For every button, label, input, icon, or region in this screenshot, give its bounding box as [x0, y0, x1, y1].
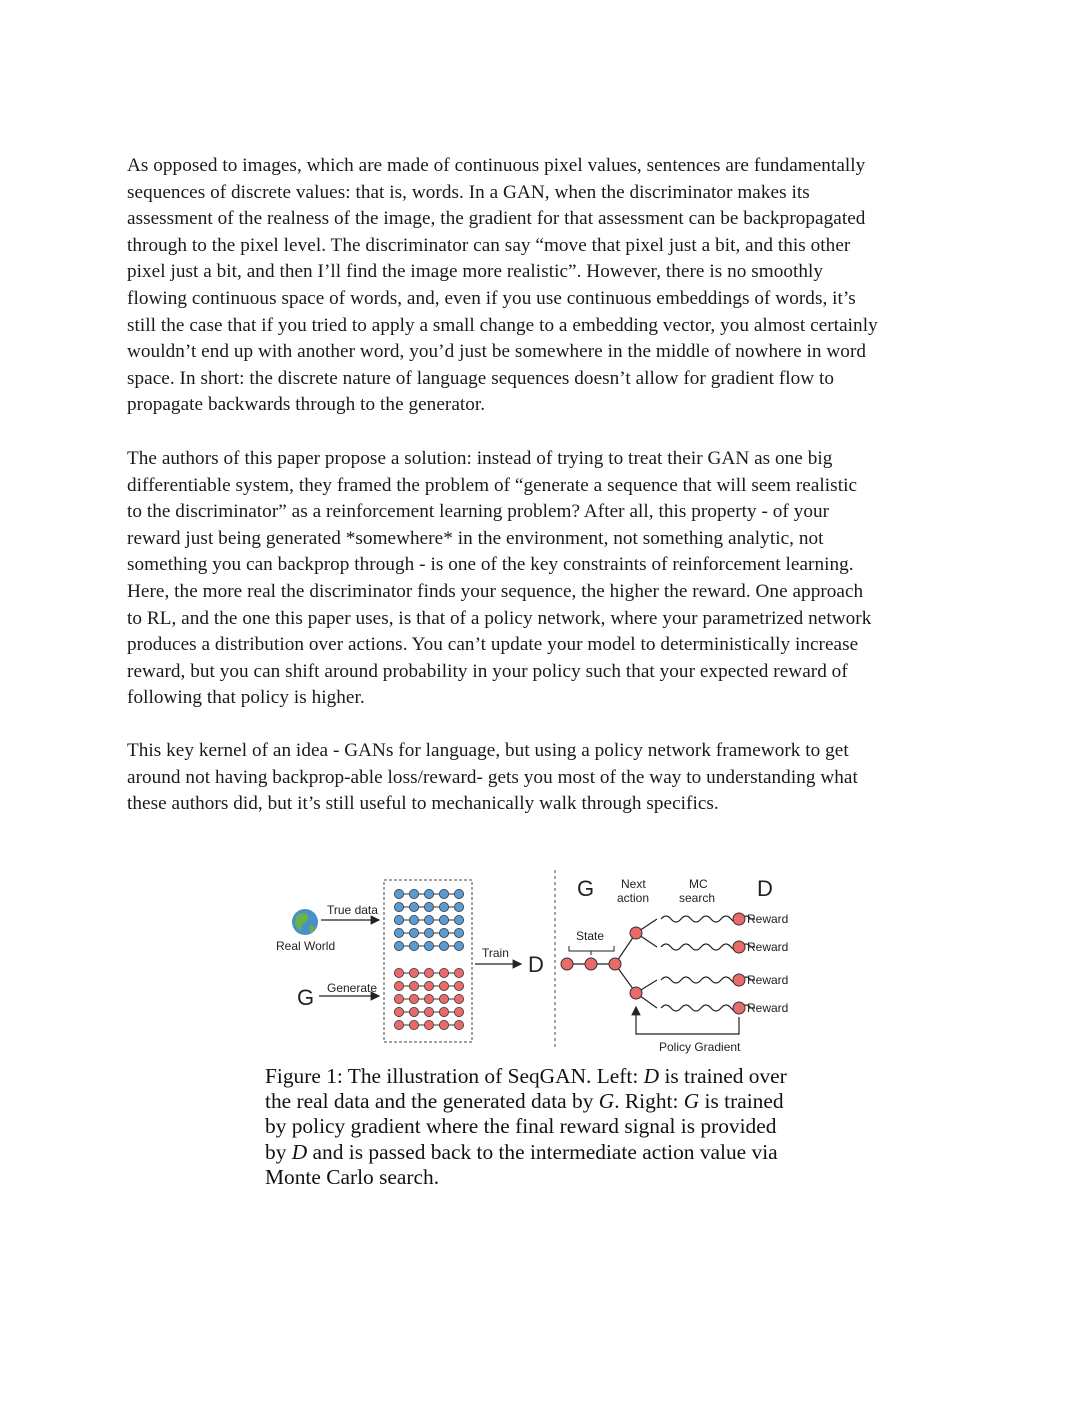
real-token	[424, 941, 433, 950]
left-d-label: D	[528, 952, 544, 977]
tree-node	[733, 1002, 745, 1014]
real-token	[394, 902, 403, 911]
generated-token	[424, 1007, 433, 1016]
tree-node	[561, 958, 573, 970]
real-token	[454, 941, 463, 950]
caption-g-symbol: G	[683, 1089, 700, 1114]
tree-node	[630, 927, 642, 939]
mc-search-label-2: search	[679, 891, 716, 905]
paragraph-rl-solution: The authors of this paper propose a solution: instead of trying to treat their GAN as one big differentiable system, they framed the problem of “generate a sequence that will seem realistic to the discriminator” as a reinforcement learning problem? After all, this property - of your reward just being generated *somewhere* in the environment, not something analytic, not something you can backprop through - is one of the key constraints of reinforcement learning. Here, the more real the discriminator finds your sequence, the higher the reward. One approach to RL, and the one this paper uses, is that of a policy network, where your parametrized network produces a distribution over actions. You can’t update your model to deterministically increase reward, but you can shift around probability in your policy such that your expected reward of following that policy is higher.	[127, 448, 872, 709]
generated-token	[439, 994, 448, 1003]
generated-token	[424, 981, 433, 990]
real-token	[394, 915, 403, 924]
generated-token	[439, 1020, 448, 1029]
real-token	[439, 889, 448, 898]
real-token	[424, 928, 433, 937]
real-token	[409, 915, 418, 924]
policy-gradient-arrow	[636, 1007, 739, 1034]
mc-search-waves	[661, 916, 755, 1011]
real-token	[439, 928, 448, 937]
policy-gradient-label: Policy Gradient	[659, 1040, 741, 1054]
train-label: Train	[482, 946, 509, 960]
real-token	[454, 902, 463, 911]
paragraph-key-idea: This key kernel of an idea - GANs for language, but using a policy network framework to get around not having backprop-able loss/reward- gets you most of the way to understanding what these authors did, but it’s still useful to mechanically walk through specifics.	[127, 740, 858, 815]
generated-token	[424, 1020, 433, 1029]
right-d-label: D	[757, 876, 773, 901]
caption-g-symbol: G	[598, 1089, 615, 1114]
generated-token	[409, 981, 418, 990]
real-token	[409, 902, 418, 911]
generated-token	[424, 994, 433, 1003]
real-token	[394, 889, 403, 898]
real-token	[439, 941, 448, 950]
real-data-sequences	[394, 889, 463, 950]
real-token	[409, 889, 418, 898]
generate-label: Generate	[327, 981, 378, 995]
tree-node	[733, 913, 745, 925]
generated-token	[454, 981, 463, 990]
generated-token	[439, 1007, 448, 1016]
real-token	[424, 915, 433, 924]
paragraph-discrete-values: As opposed to images, which are made of continuous pixel values, sentences are fundamentally sequences of discrete values: that is, words. In a GAN, when the discriminator makes its assessment of the realness of the image, the gradient for that assessment can be backpropagated through to the pixel level. The discriminator can say “move that pixel just a bit, and this other pixel just a bit, and then I’ll find the image more realistic”. However, there is no smoothly flowing continuous space of words, and, even if you use continuous embeddings of words, it’s still the case that if you tried to apply a small change to a embedding vector, you almost certainly wouldn’t end up with another word, you’d just be somewhere in the middle of nowhere in word space. In short: the discrete nature of language sequences doesn’t allow for gradient flow to propagate backwards through to the generator.	[127, 155, 878, 416]
real-token	[454, 928, 463, 937]
reward-label-2: Reward	[747, 940, 789, 954]
generated-token	[394, 994, 403, 1003]
real-token	[409, 941, 418, 950]
generated-token	[439, 981, 448, 990]
generated-token	[394, 968, 403, 977]
next-action-label-1: Next	[621, 877, 646, 891]
caption-text: . Right:	[614, 1089, 684, 1114]
true-data-label: True data	[327, 903, 378, 917]
caption-text: and is passed back to the intermediate action value via Monte Carlo search.	[265, 1139, 778, 1189]
real-token	[439, 902, 448, 911]
generated-token	[439, 968, 448, 977]
right-g-label: G	[577, 876, 595, 901]
caption-text: is trained over the real data and the generated data by	[265, 1064, 787, 1114]
real-token	[409, 928, 418, 937]
real-token	[394, 928, 403, 937]
state-label: State	[576, 929, 605, 943]
generated-token	[454, 1020, 463, 1029]
globe-icon	[292, 909, 318, 935]
next-action-label-2: action	[617, 891, 650, 905]
tree-node	[630, 987, 642, 999]
generated-token	[454, 994, 463, 1003]
left-g-label: G	[297, 985, 315, 1010]
generated-data-sequences	[394, 968, 463, 1029]
generated-token	[409, 994, 418, 1003]
generated-token	[409, 968, 418, 977]
real-token	[424, 902, 433, 911]
reward-label-4: Reward	[747, 1001, 789, 1015]
reward-label-3: Reward	[747, 973, 789, 987]
mc-search-label-1: MC	[689, 877, 708, 891]
generated-token	[394, 1007, 403, 1016]
generated-token	[454, 968, 463, 977]
caption-d-symbol: D	[643, 1064, 660, 1088]
reward-label-1: Reward	[747, 912, 789, 926]
real-token	[439, 915, 448, 924]
real-token	[394, 941, 403, 950]
caption-text: is trained by policy gradient where the final reward signal is provided by	[265, 1089, 784, 1164]
seqgan-diagram	[265, 862, 825, 1062]
tree-node	[585, 958, 597, 970]
real-token	[454, 915, 463, 924]
tree-node	[733, 974, 745, 986]
caption-text: Figure 1: The illustration of SeqGAN. Left:	[265, 1064, 644, 1088]
tree-node	[609, 958, 621, 970]
generated-token	[454, 1007, 463, 1016]
real-world-label: Real World	[276, 939, 336, 953]
real-token	[424, 889, 433, 898]
generated-token	[409, 1020, 418, 1029]
figure-caption	[265, 1064, 825, 1190]
generated-token	[394, 981, 403, 990]
caption-d-symbol: D	[291, 1139, 308, 1164]
generated-token	[424, 968, 433, 977]
real-token	[454, 889, 463, 898]
state-bracket	[569, 946, 614, 955]
generated-token	[409, 1007, 418, 1016]
tree-node	[733, 941, 745, 953]
generated-token	[394, 1020, 403, 1029]
